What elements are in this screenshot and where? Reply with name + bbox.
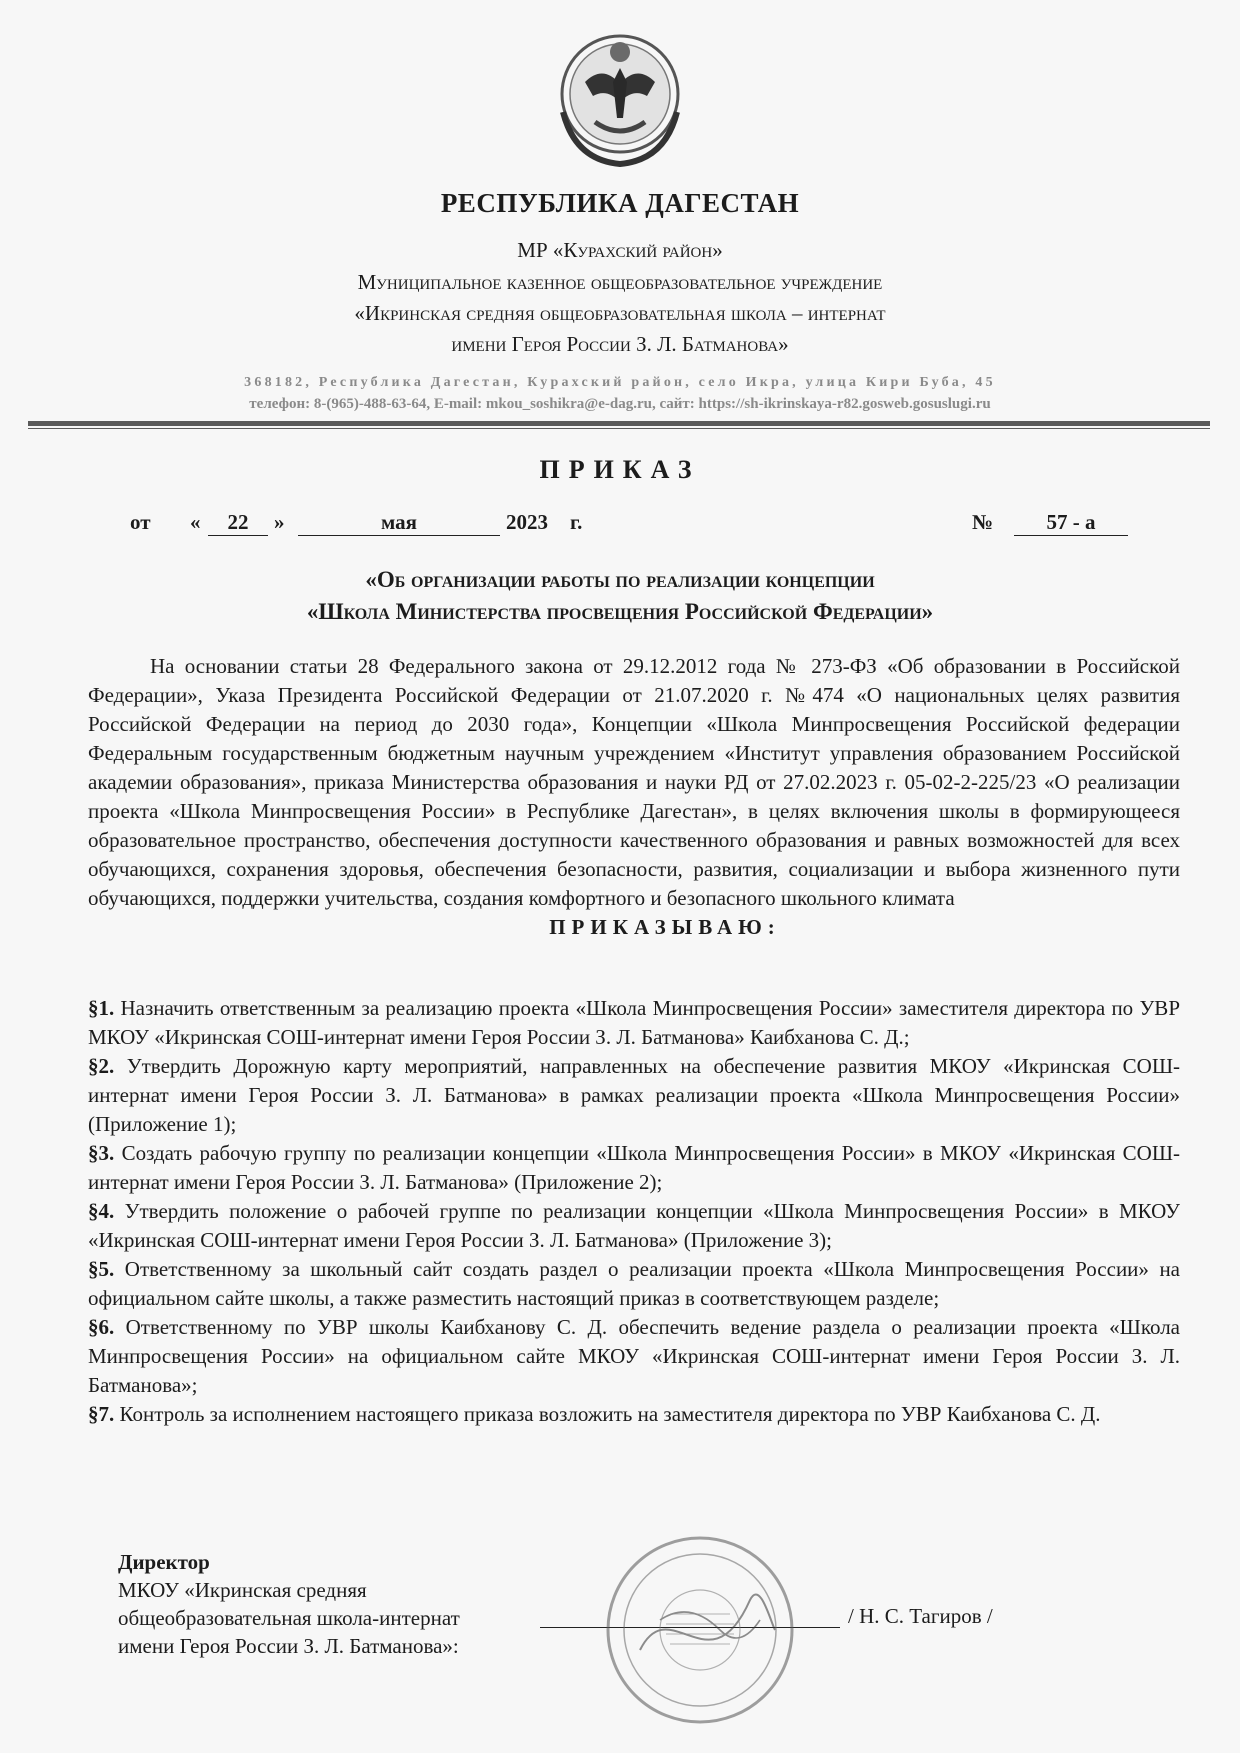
item-number: §2. bbox=[88, 1054, 115, 1078]
header-divider-thin bbox=[28, 428, 1210, 429]
item-number: §4. bbox=[88, 1199, 115, 1223]
item-number: §3. bbox=[88, 1141, 115, 1165]
order-subject-line-2: «Школа Министерства просвещения Российской Федерации» bbox=[306, 599, 934, 624]
item-number: §1. bbox=[88, 996, 115, 1020]
signer-org-line-2: общеобразовательная школа-интернат bbox=[118, 1606, 460, 1630]
republic-title: РЕСПУБЛИКА ДАГЕСТАН bbox=[440, 188, 800, 218]
header-divider bbox=[28, 421, 1210, 426]
item-number: §6. bbox=[88, 1315, 115, 1339]
date-open-quote: « bbox=[190, 510, 201, 534]
item-text: Ответственному по УВР школы Каибханову С. Д. обеспечить ведение раздела о реализации проекта «Школа Минпросвещения России» на официальном сайте МКОУ «Икринская СОШ-интернат имени Героя России З. Л. Батманова»; bbox=[88, 1315, 1180, 1397]
order-item bbox=[88, 1255, 1180, 1313]
date-prefix: от bbox=[130, 510, 151, 534]
official-stamp-icon bbox=[600, 1530, 800, 1730]
signer-org-line-1: МКОУ «Икринская средняя bbox=[118, 1578, 367, 1602]
date-close-quote: » bbox=[274, 510, 285, 534]
item-text: Назначить ответственным за реализацию проекта «Школа Минпросвещения России» заместителя директора по УВР МКОУ «Икринская СОШ-интернат имени Героя России З. Л. Батманова» Каибханова С. Д.; bbox=[88, 996, 1180, 1049]
item-number: §5. bbox=[88, 1257, 115, 1281]
signer-name: / Н. С. Тагиров / bbox=[848, 1604, 993, 1628]
order-number-label: № bbox=[972, 510, 994, 534]
dagestan-coat-of-arms-icon bbox=[555, 22, 685, 172]
district-line: МР «Курахский район» bbox=[517, 238, 723, 262]
item-number: §7. bbox=[88, 1402, 115, 1426]
order-item bbox=[88, 1052, 1180, 1139]
item-text: Утвердить Дорожную карту мероприятий, направленных на обеспечение развития МКОУ «Икринская СОШ-интернат имени Героя России З. Л. Батманова» в рамках реализации проекта «Школа Минпросвещения России» (Приложение 1); bbox=[88, 1054, 1181, 1136]
order-number: 57 - а bbox=[1014, 510, 1128, 536]
order-items bbox=[88, 994, 1180, 1429]
preamble-text: На основании статьи 28 Федерального закона от 29.12.2012 года № 273-ФЗ «Об образовании в Российской Федерации», Указа Президента Российской Федерации от 21.07.2020 г. №474 «О национальных целях развития Российской Федерации на период до 2030 года», Концепции «Школа Минпросвещения Российской федерации Федеральным государственным бюджетным научным учреждением «Институт управления образованием Российской академии образования», приказа Министерства образования и науки РД от 27.02.2023 г. 05-02-2-225/23 «О реализации проекта «Школа Минпросвещения России» в Республике Дагестан», в целях включения школы в формирующееся образовательное пространство, обеспечения доступности качественного образования и равных возможностей для всех обучающихся, сохранения здоровья, обеспечения безопасности, развития, социализации и выбора жизненного пути обучающихся, поддержки учительства, создания комфортного и безопасного школьного климата bbox=[88, 654, 1180, 910]
item-text: Утвердить положение о рабочей группе по реализации концепции «Школа Минпросвещения России» в МКОУ «Икринская СОШ-интернат имени Героя России З. Л. Батманова» (Приложение 3); bbox=[88, 1199, 1181, 1252]
order-title: ПРИКАЗ bbox=[539, 455, 701, 484]
decree-heading: ПРИКАЗЫВАЮ: bbox=[549, 915, 781, 939]
order-day: 22 bbox=[208, 510, 268, 536]
item-text: Создать рабочую группу по реализации концепции «Школа Минпросвещения России» в МКОУ «Икринская СОШ-интернат имени Героя России З. Л. Батманова» (Приложение 2); bbox=[88, 1141, 1181, 1194]
item-text: Контроль за исполнением настоящего приказа возложить на заместителя директора по УВР Каибханова С. Д. bbox=[119, 1402, 1101, 1426]
school-name-line-2: имени Героя России З. Л. Батманова» bbox=[451, 332, 789, 356]
signature-block bbox=[118, 1548, 460, 1660]
institution-type-line: Муниципальное казенное общеобразовательное учреждение bbox=[357, 270, 883, 294]
order-item bbox=[88, 1197, 1180, 1255]
order-subject-line-1: «Об организации работы по реализации концепции bbox=[365, 567, 875, 592]
signer-org-line-3: имени Героя России З. Л. Батманова»: bbox=[118, 1634, 459, 1658]
contacts-line: телефон: 8-(965)-488-63-64, E-mail: mkou_soshikra@e-dag.ru, сайт: https://sh-ikrinskaya-r82.gosweb.gosuslugi.ru bbox=[249, 396, 991, 412]
order-year-suffix: г. bbox=[570, 510, 583, 534]
order-item bbox=[88, 1139, 1180, 1197]
item-text: Ответственному за школьный сайт создать раздел о реализации проекта «Школа Минпросвещения России» на официальном сайте школы, а также разместить настоящий приказ в соответствующем разделе; bbox=[88, 1257, 1180, 1310]
preamble-block bbox=[88, 652, 1180, 942]
order-item bbox=[88, 1400, 1180, 1429]
order-month: мая bbox=[298, 510, 500, 536]
order-item bbox=[88, 994, 1180, 1052]
school-name-line-1: «Икринская средняя общеобразовательная школа – интернат bbox=[354, 301, 886, 325]
address-line: 368182, Республика Дагестан, Курахский район, село Икра, улица Кири Буба, 45 bbox=[244, 375, 996, 390]
order-year: 2023 bbox=[506, 510, 548, 534]
order-item bbox=[88, 1313, 1180, 1400]
signer-role: Директор bbox=[118, 1550, 210, 1574]
